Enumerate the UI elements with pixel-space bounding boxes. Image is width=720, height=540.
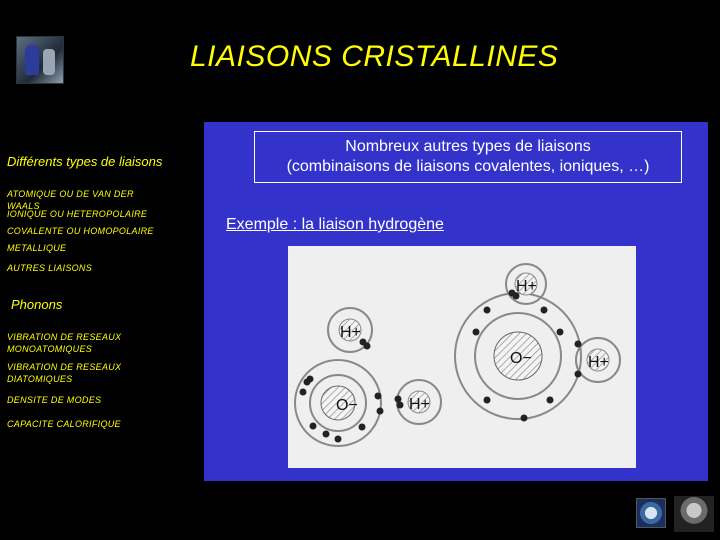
sidebar-heading-phonons[interactable]: Phonons	[11, 297, 63, 312]
sidebar-heading-liaisons[interactable]: Différents types de liaisons	[7, 154, 163, 169]
info-box	[254, 131, 682, 183]
label-o-right: O−	[510, 350, 532, 367]
sidebar-item-densite[interactable]: DENSITE DE MODES	[7, 395, 102, 405]
globe-logo-icon	[636, 498, 666, 528]
page-title: LIAISONS CRISTALLINES	[190, 40, 559, 73]
sphere-logo-icon	[674, 496, 714, 532]
label-h-bottom: H+	[409, 396, 430, 413]
info-box-line2: (combinaisons de liaisons covalentes, ioniques, …)	[286, 158, 650, 175]
label-o-left: O−	[336, 397, 358, 414]
sidebar-item-vibration-mono[interactable]: VIBRATION DE RESEAUX MONOATOMIQUES	[7, 332, 122, 354]
hydrogen-bond-diagram	[288, 246, 636, 468]
example-heading: Exemple : la liaison hydrogène	[226, 216, 444, 233]
sidebar-item-capacite[interactable]: CAPACITE CALORIFIQUE	[7, 419, 121, 429]
label-h-far-right: H+	[588, 354, 609, 371]
sidebar-item-ionique[interactable]: IONIQUE OU HETEROPOLAIRE	[7, 209, 148, 219]
label-h-top: H+	[516, 278, 537, 295]
sidebar-item-autres[interactable]: AUTRES LIAISONS	[7, 263, 93, 273]
sidebar-item-vibration-di[interactable]: VIBRATION DE RESEAUX DIATOMIQUES	[7, 362, 122, 384]
hydrogen-bond-svg	[288, 246, 636, 468]
info-box-line1: Nombreux autres types de liaisons	[345, 138, 591, 155]
label-h-left: H+	[340, 324, 361, 341]
sidebar-nav	[0, 0, 200, 540]
sidebar-item-metallique[interactable]: METALLIQUE	[7, 243, 67, 253]
sidebar-item-covalente[interactable]: COVALENTE OU HOMOPOLAIRE	[7, 226, 154, 236]
sidebar-item-atomique[interactable]: ATOMIQUE OU DE VAN DER WAALS	[7, 189, 134, 211]
